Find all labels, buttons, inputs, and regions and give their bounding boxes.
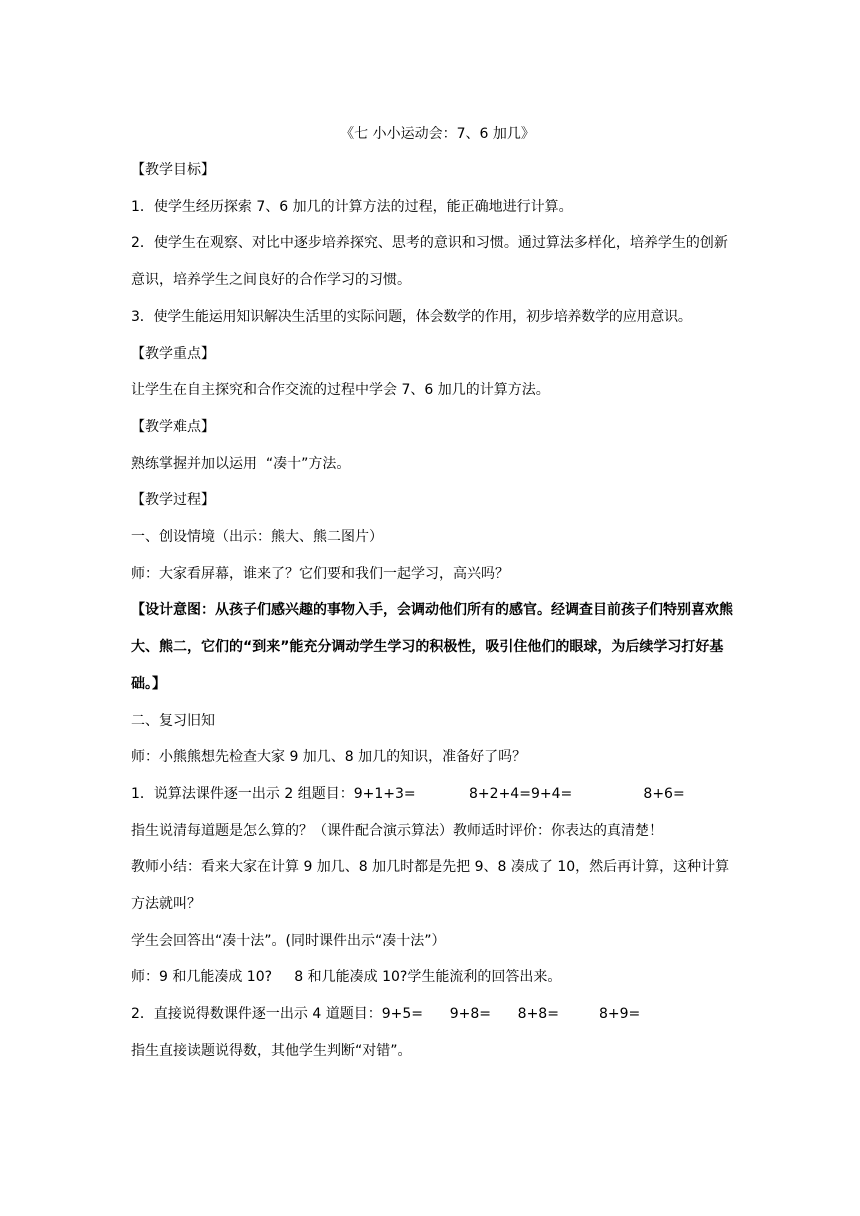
teacher-line-3: 师：9 和几能凑成 10? 8 和几能凑成 10?学生能流利的回答出来。 <box>131 969 562 986</box>
section-heading-process: 【教学过程】 <box>131 492 215 509</box>
objective-2: 2．使学生在观察、对比中逐步培养探究、思考的意识和习惯。通过算法多样化，培养学生的创新意识，培养学生之间良好的合作学习的习惯。 <box>131 235 728 289</box>
closing-line: 指生直接读题说得数，其他学生判断“对错”。 <box>131 1042 412 1059</box>
explanation-line: 指生说清每道题是怎么算的？（课件配合演示算法）教师适时评价：你表达的真清楚！ <box>131 822 663 839</box>
section-heading-difficulties: 【教学难点】 <box>131 418 215 435</box>
section-heading-objectives: 【教学目标】 <box>131 162 215 178</box>
objective-3: 3．使学生能运用知识解决生活里的实际问题，体会数学的作用，初步培养数学的应用意识。 <box>131 308 692 325</box>
section-heading-key-points: 【教学重点】 <box>131 345 215 362</box>
teacher-summary: 教师小结：看来大家在计算 9 加几、8 加几时都是先把 9、8 凑成了 10，然后再计算，这种计算方法就叫？ <box>131 859 730 913</box>
design-intent-note: 【设计意图：从孩子们感兴趣的事物入手，会调动他们所有的感官。经调查目前孩子们特别喜欢熊大、熊二，它们的“到来”能充分调动学生学习的积极性，吸引住他们的眼球，为后续学习打好基础。】 <box>131 602 733 692</box>
teacher-line-2: 师：小熊熊想先检查大家 9 加几、8 加几的知识，准备好了吗？ <box>131 749 527 766</box>
objective-1: 1．使学生经历探索 7、6 加几的计算方法的过程，能正确地进行计算。 <box>131 198 573 215</box>
student-answer: 学生会回答出“凑十法”。(同时课件出示“凑十法”） <box>131 932 446 949</box>
step-1-heading: 一、创设情境（出示：熊大、熊二图片） <box>131 529 383 546</box>
key-points-text: 让学生在自主探究和合作交流的过程中学会 7、6 加几的计算方法。 <box>131 382 550 399</box>
exercise-2: 2．直接说得数课件逐一出示 4 道题目：9+5= 9+8= 8+8= 8+9= <box>131 1006 641 1023</box>
document-body <box>131 116 736 1070</box>
document-title: 《七 小小运动会：7、6 加几》 <box>340 126 535 142</box>
exercise-1: 1．说算法课件逐一出示 2 组题目：9+1+3= 8+2+4=9+4= 8+6= <box>131 785 685 802</box>
teacher-line-1: 师：大家看屏幕，谁来了？它们要和我们一起学习，高兴吗？ <box>131 565 509 582</box>
step-2-heading: 二、复习旧知 <box>131 712 215 729</box>
difficulties-text: 熟练掌握并加以运用 “凑十”方法。 <box>131 455 351 472</box>
